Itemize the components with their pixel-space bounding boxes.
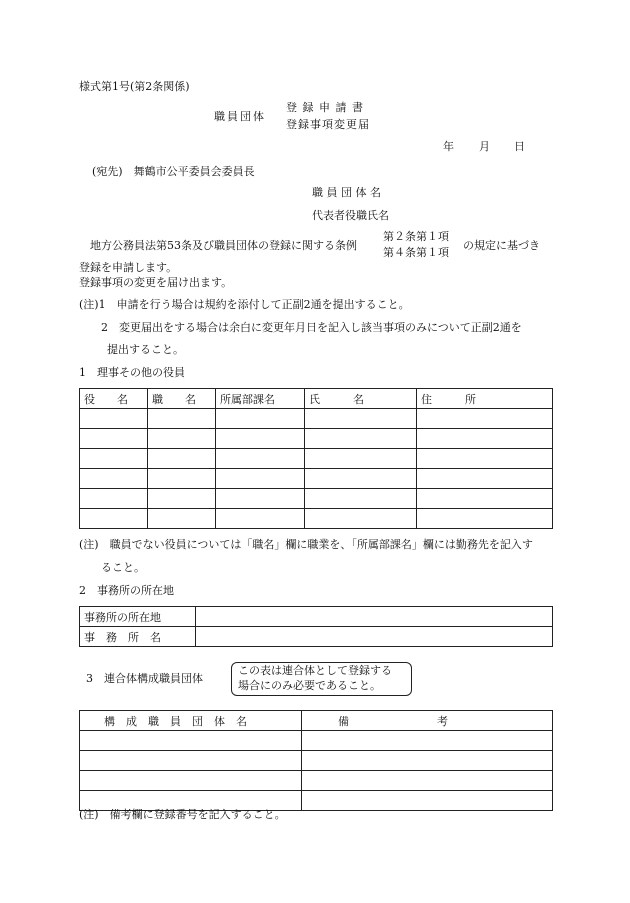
table-cell: [80, 489, 148, 509]
statement-law-text: 地方公務員法第53条及び職員団体の登録に関する条例: [90, 239, 357, 252]
table-cell: [148, 409, 216, 429]
office-name-label: 事 務 所 名: [80, 627, 196, 647]
table-cell: [216, 489, 305, 509]
form-id: 様式第1号(第2条関係): [79, 80, 190, 93]
member-org-row: [80, 771, 553, 791]
table-cell: [417, 449, 553, 469]
table-cell: [148, 449, 216, 469]
title-line1: 登 録 申 請 書: [286, 101, 364, 114]
statement-suffix: の規定に基づき: [463, 239, 540, 252]
member-org-header-row: [80, 711, 553, 731]
table-cell: [302, 731, 553, 751]
table-cell: [148, 469, 216, 489]
table-cell: [305, 509, 417, 529]
table-cell: [80, 409, 148, 429]
table-cell: [148, 489, 216, 509]
table-cell: [305, 409, 417, 429]
header-address: 住 所: [417, 389, 553, 409]
section3-title: 3 連合体構成職員団体: [86, 672, 203, 685]
office-name-row: [80, 627, 553, 647]
table-cell: [302, 791, 553, 811]
table-cell: [80, 509, 148, 529]
table-cell: [80, 469, 148, 489]
header-member-org: 構 成 職 員 団 体 名: [80, 711, 302, 731]
section3-bracket-line2: 場合にのみ必要であること。: [238, 679, 381, 692]
officer-row: [80, 489, 553, 509]
table-cell: [305, 449, 417, 469]
section3-bracket-line1: この表は連合体として登録する: [238, 664, 392, 677]
officer-row: [80, 469, 553, 489]
table-cell: [216, 409, 305, 429]
addressee: (宛先) 舞鶴市公平委員会委員長: [92, 165, 255, 178]
title-prefix: 職員団体: [214, 110, 266, 123]
table-cell: [216, 469, 305, 489]
header-department: 所属部課名: [216, 389, 305, 409]
table-cell: [417, 509, 553, 529]
office-location-row: [80, 607, 553, 627]
date-day: 日: [514, 140, 525, 153]
office-name-value: [196, 627, 553, 647]
section1-title: 1 理事その他の役員: [79, 366, 185, 379]
note-2-cont: 提出すること。: [107, 343, 184, 356]
note-2: 2 変更届出をする場合は余白に変更年月日を記入し該当事項のみについて正副2通を: [101, 321, 522, 334]
table-cell: [302, 771, 553, 791]
officer-row: [80, 509, 553, 529]
table-cell: [305, 489, 417, 509]
section3-note: (注) 備考欄に登録番号を記入すること。: [79, 808, 286, 821]
table-cell: [417, 489, 553, 509]
title-line2: 登録事項変更届: [286, 118, 370, 131]
member-org-row: [80, 731, 553, 751]
header-remarks: 備 考: [302, 711, 553, 731]
table-cell: [417, 409, 553, 429]
statement-article2: 第４条第１項: [383, 246, 449, 259]
date-year: 年: [443, 140, 454, 153]
date-month: 月: [479, 140, 490, 153]
table-cell: [216, 449, 305, 469]
table-cell: [417, 429, 553, 449]
representative-label: 代表者役職氏名: [312, 209, 389, 222]
table-cell: [148, 429, 216, 449]
officer-row: [80, 409, 553, 429]
table-cell: [80, 429, 148, 449]
office-location-value: [196, 607, 553, 627]
officer-row: [80, 429, 553, 449]
officers-header-row: [80, 389, 553, 409]
header-job: 職 名: [148, 389, 216, 409]
office-table: [79, 606, 553, 647]
table-cell: [305, 429, 417, 449]
table-cell: [302, 751, 553, 771]
table-cell: [417, 469, 553, 489]
header-name: 氏 名: [305, 389, 417, 409]
table-cell: [80, 449, 148, 469]
table-cell: [80, 771, 302, 791]
section1-note-cont: ること。: [101, 561, 145, 574]
table-cell: [80, 751, 302, 771]
statement-change: 登録事項の変更を届け出ます。: [79, 276, 233, 289]
table-cell: [216, 429, 305, 449]
note-1: (注)1 申請を行う場合は規約を添付して正副2通を提出すること。: [79, 298, 410, 311]
table-cell: [216, 509, 305, 529]
office-location-label: 事務所の所在地: [80, 607, 196, 627]
table-cell: [80, 731, 302, 751]
officers-table: [79, 388, 553, 529]
statement-apply: 登録を申請します。: [79, 261, 178, 274]
section1-note: (注) 職員でない役員については「職名」欄に職業を、「所属部課名」欄には勤務先を記入す: [79, 538, 533, 551]
table-cell: [305, 469, 417, 489]
member-org-row: [80, 751, 553, 771]
statement-article1: 第２条第１項: [383, 230, 449, 243]
member-org-table: [79, 710, 553, 811]
officer-row: [80, 449, 553, 469]
org-name-label: 職 員 団 体 名: [312, 186, 381, 199]
table-cell: [148, 509, 216, 529]
header-role: 役 名: [80, 389, 148, 409]
section2-title: 2 事務所の所在地: [79, 584, 174, 597]
